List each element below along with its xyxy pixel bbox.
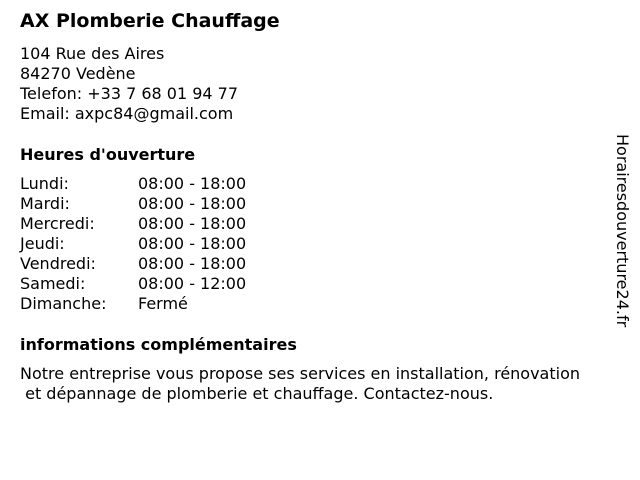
hours-time: 08:00 - 18:00	[138, 214, 247, 233]
address-street: 104 Rue des Aires	[20, 44, 165, 63]
additional-info-text: Notre entreprise vous propose ses services en installation, rénovation et dépannage de plomberie et chauffage. Contactez-nous.	[20, 364, 581, 403]
hours-time: Fermé	[138, 294, 188, 313]
hours-day: Samedi:	[20, 274, 86, 293]
hours-time: 08:00 - 12:00	[138, 274, 247, 293]
hours-day: Lundi:	[20, 174, 69, 193]
hours-row-thursday	[20, 234, 320, 254]
address-city: 84270 Vedène	[20, 64, 136, 83]
contact-block	[20, 44, 238, 124]
opening-hours-heading: Heures d'ouverture	[20, 145, 196, 164]
hours-row-wednesday	[20, 214, 320, 234]
hours-time: 08:00 - 18:00	[138, 234, 247, 253]
hours-row-friday	[20, 254, 320, 274]
hours-row-sunday	[20, 294, 320, 314]
hours-row-tuesday	[20, 194, 320, 214]
additional-info-heading: informations complémentaires	[20, 335, 297, 354]
hours-time: 08:00 - 18:00	[138, 254, 247, 273]
business-name: AX Plomberie Chauffage	[20, 10, 280, 32]
hours-time: 08:00 - 18:00	[138, 194, 247, 213]
opening-hours-table	[20, 174, 320, 314]
hours-day: Vendredi:	[20, 254, 96, 273]
hours-row-monday	[20, 174, 320, 194]
hours-day: Mardi:	[20, 194, 70, 213]
hours-row-saturday	[20, 274, 320, 294]
hours-day: Dimanche:	[20, 294, 107, 313]
hours-day: Jeudi:	[20, 234, 65, 253]
email-address: Email: axpc84@gmail.com	[20, 104, 234, 123]
phone-number: Telefon: +33 7 68 01 94 77	[20, 84, 239, 103]
hours-time: 08:00 - 18:00	[138, 174, 247, 193]
site-watermark: Horairesdouverture24.fr	[613, 134, 632, 328]
hours-day: Mercredi:	[20, 214, 95, 233]
